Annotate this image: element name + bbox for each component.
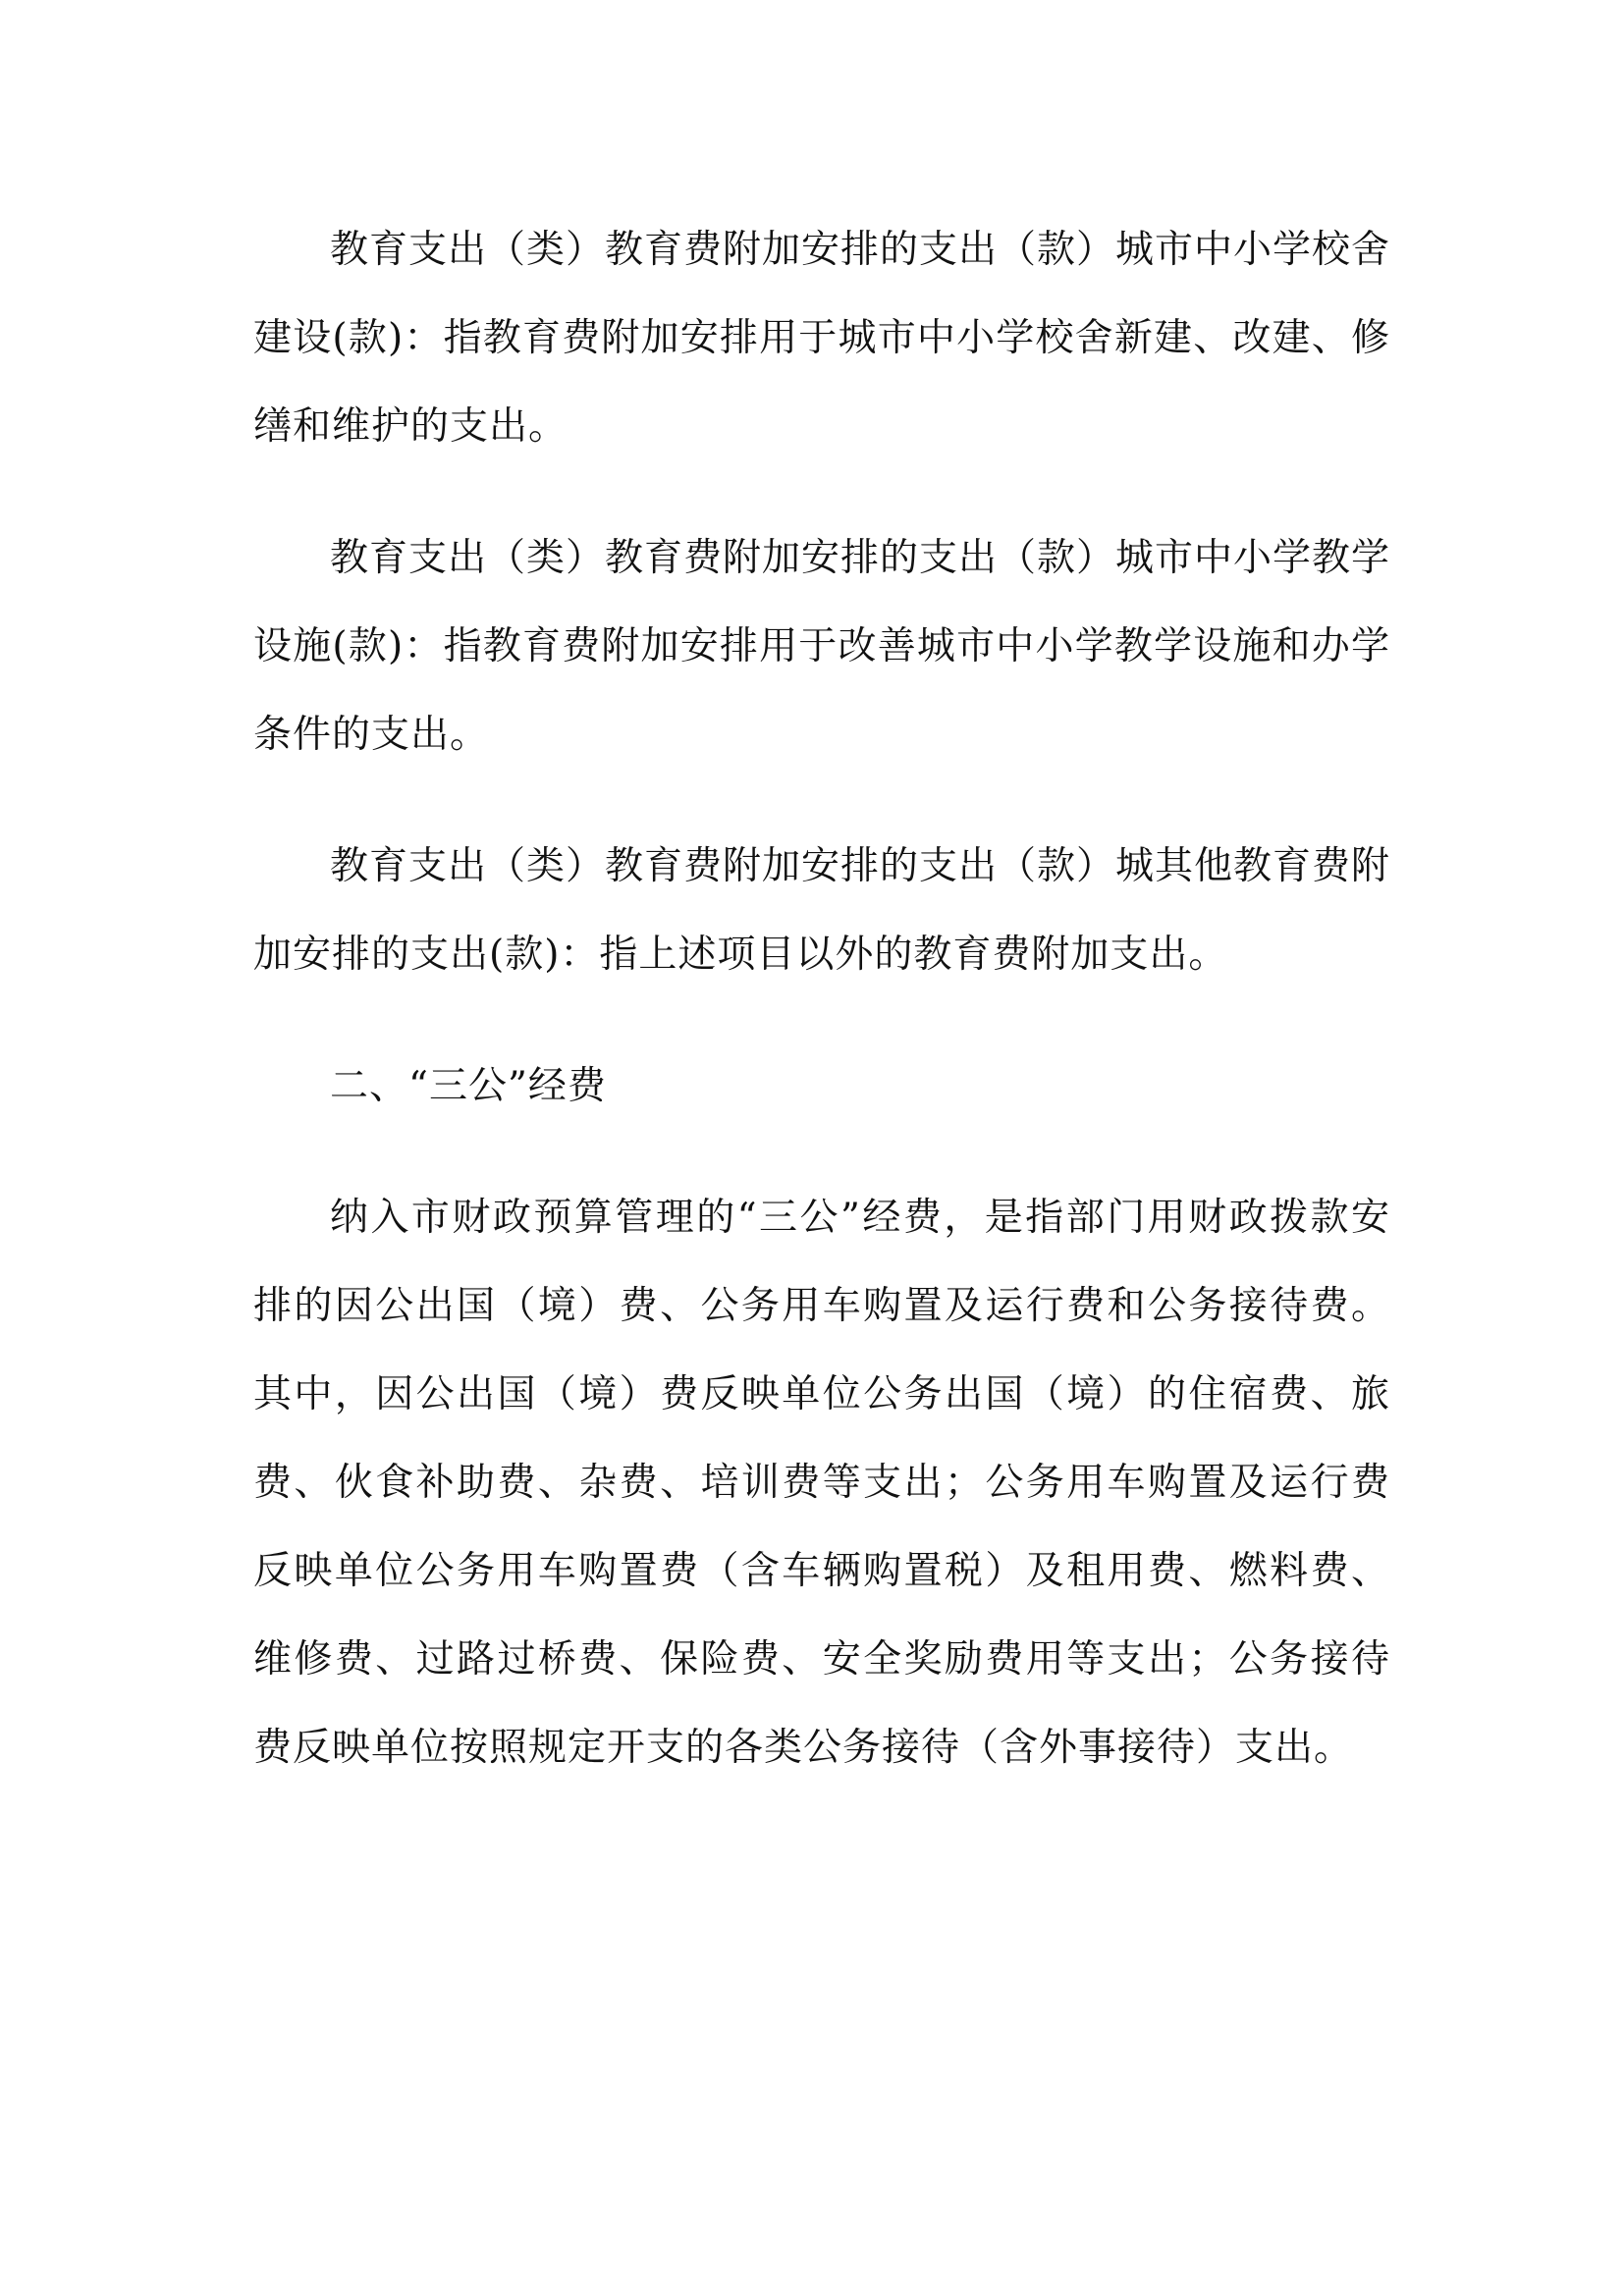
paragraph-school-building: 教育支出（类）教育费附加安排的支出（款）城市中小学校舍建设(款)：指教育费附加安排用于城市中小学校舍新建、改建、修缮和维护的支出。 (253, 228, 1391, 449)
paragraph-three-public-expenses: 纳入市财政预算管理的“三公”经费，是指部门用财政拨款安排的因公出国（境）费、公务用车购置及运行费和公务接待费。其中，因公出国（境）费反映单位公务出国（境）的住宿费、旅费、伙食补助费、杂费、培训费等支出；公务用车购置及运行费反映单位公务用车购置费（含车辆购置税）及租用费、燃料费、维修费、过路过桥费、保险费、安全奖励费用等支出；公务接待费反映单位按照规定开支的各类公务接待（含外事接待）支出。 (253, 1196, 1390, 1770)
section-heading-three-public: 二、“三公”经费 (330, 1064, 607, 1108)
paragraph-other-education-surcharge: 教育支出（类）教育费附加安排的支出（款）城其他教育费附加安排的支出(款)：指上述项目以外的教育费附加支出。 (253, 844, 1391, 977)
paragraph-teaching-facilities: 教育支出（类）教育费附加安排的支出（款）城市中小学教学设施(款)：指教育费附加安排用于改善城市中小学教学设施和办学条件的支出。 (253, 536, 1391, 757)
document-body (253, 206, 1390, 1836)
